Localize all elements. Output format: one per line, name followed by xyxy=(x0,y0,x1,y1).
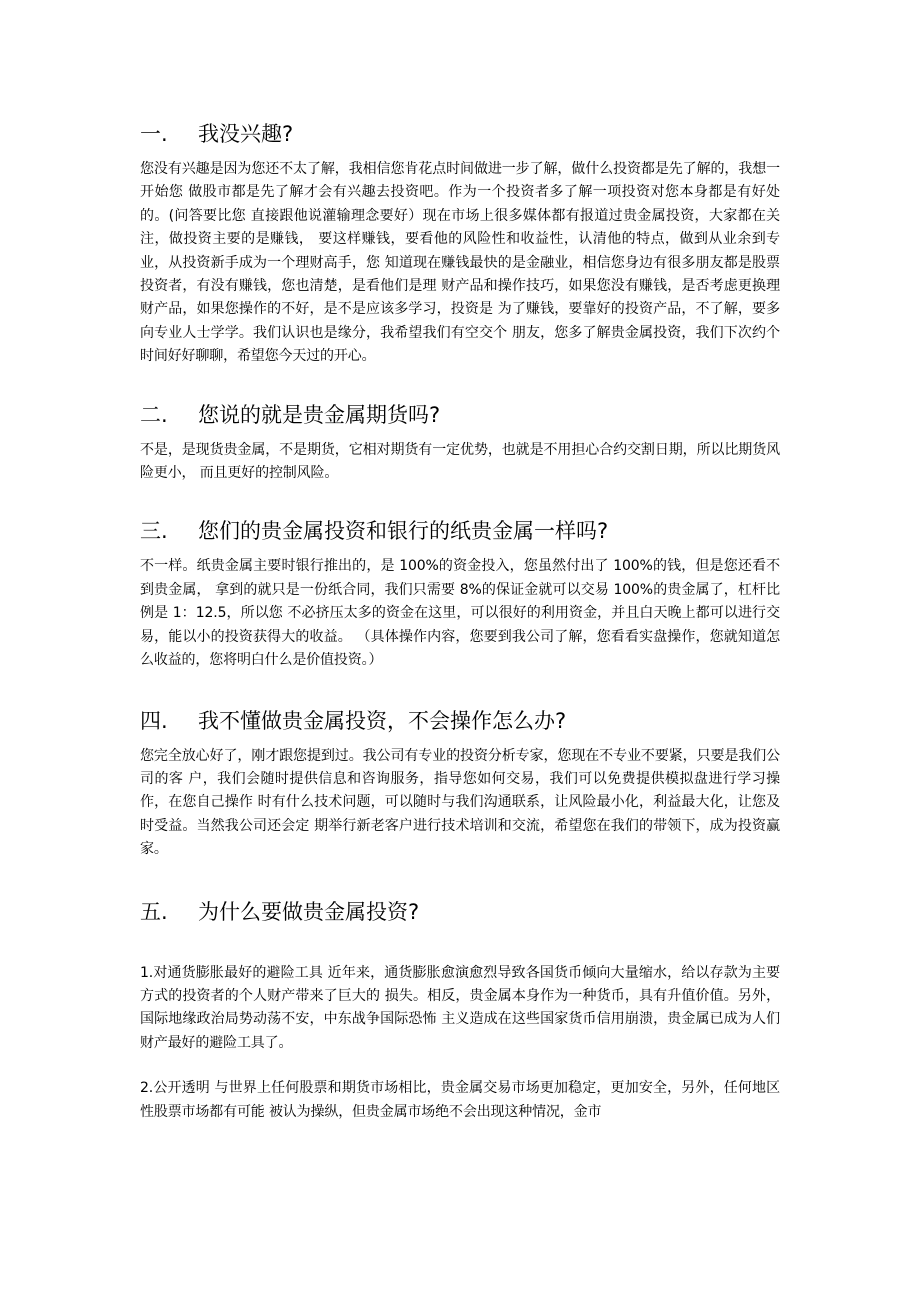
list-item: 1.对通货膨胀最好的避险工具 近年来，通货膨胀愈演愈烈导致各国货币倾向大量缩水，给以存款为主要方式的投资者的个人财产带来了巨大的 损失。相反，贵金属本身作为一种货币，具有升值价值。另外，国际地缘政治局势动荡不安，中东战争国际恐怖 主义造成在这些国家货币信用崩溃，贵金属已成为人们财产最好的避险工具了。 xyxy=(140,964,780,1051)
section-number: 二. xyxy=(140,402,168,427)
section-3 xyxy=(140,515,780,672)
section-heading xyxy=(140,118,780,150)
section-number: 三. xyxy=(140,519,168,544)
section-4 xyxy=(140,705,780,862)
section-heading xyxy=(140,515,780,547)
section-5 xyxy=(140,896,780,1124)
section-body: 您完全放心好了，刚才跟您提到过。我公司有专业的投资分析专家，您现在不专业不要紧，只要是我们公司的客 户，我们会随时提供信息和咨询服务，指导您如何交易，我们可以免费提供模拟盘进行学习操作，在您自己操作 时有什么技术问题，可以随时与我们沟通联系，让风险最小化，利益最大化，让您及时受益。当然我公司还会定 期举行新老客户进行技术培训和交流，希望您在我们的带领下，成为投资赢家。 xyxy=(140,747,780,858)
section-1 xyxy=(140,118,780,369)
section-body: 不一样。纸贵金属主要时银行推出的，是 100%的资金投入，您虽然付出了 100%的钱，但是您还看不到贵金属， 拿到的就只是一份纸合同，我们只需要 8%的保证金就可以交易 100%的贵金属了，杠杆比例是 1：12.5，所以您 不必挤压太多的资金在这里，可以很好的利用资金，并且白天晚上都可以进行交易，能以小的投资获得大的收益。 （具体操作内容，您要到我公司了解，您看看实盘操作，您就知道怎么收益的，您将明白什么是价值投资。） xyxy=(140,558,780,669)
section-heading xyxy=(140,399,780,431)
section-title: 您们的贵金属投资和银行的纸贵金属一样吗? xyxy=(198,519,609,544)
section-body: 您没有兴趣是因为您还不太了解，我相信您肯花点时间做进一步了解，做什么投资都是先了解的，我想一开始您 做股市都是先了解才会有兴趣去投资吧。作为一个投资者多了解一项投资对您本身都是有好处的。(问答要比您 直接跟他说灌输理念要好）现在市场上很多媒体都有报道过贵金属投资，大家都在关注，做投资主要的是赚钱， 要这样赚钱，要看他的风险性和收益性，认清他的特点，做到从业余到专业，从投资新手成为一个理财高手，您 知道现在赚钱最快的是金融业，相信您身边有很多朋友都是股票投资者，有没有赚钱，您也清楚，是看他们是理 财产品和操作技巧，如果您没有赚钱，是否考虑更换理财产品，如果您操作的不好，是不是应该多学习，投资是 为了赚钱，要靠好的投资产品，不了解，要多向专业人士学学。我们认识也是缘分，我希望我们有空交个 朋友，您多了解贵金属投资，我们下次约个时间好好聊聊，希望您今天过的开心。 xyxy=(140,161,780,365)
section-number: 五. xyxy=(140,899,168,924)
section-title: 为什么要做贵金属投资? xyxy=(198,899,420,924)
section-2 xyxy=(140,399,780,486)
section-heading xyxy=(140,705,780,737)
section-heading xyxy=(140,896,780,928)
section-title: 您说的就是贵金属期货吗? xyxy=(198,402,441,427)
section-body: 不是，是现货贵金属，不是期货，它相对期货有一定优势，也就是不用担心合约交割日期，所以比期货风险更小， 而且更好的控制风险。 xyxy=(140,441,780,482)
document-content xyxy=(140,118,780,1124)
list-item: 2.公开透明 与世界上任何股票和期货市场相比，贵金属交易市场更加稳定，更加安全，另外，任何地区性股票市场都有可能 被认为操纵，但贵金属市场绝不会出现这种情况，金市 xyxy=(140,1080,780,1120)
section-title: 我没兴趣? xyxy=(198,122,294,146)
section-number: 一. xyxy=(140,122,168,146)
section-number: 四. xyxy=(140,708,168,733)
section-title: 我不懂做贵金属投资，不会操作怎么办? xyxy=(198,708,567,733)
